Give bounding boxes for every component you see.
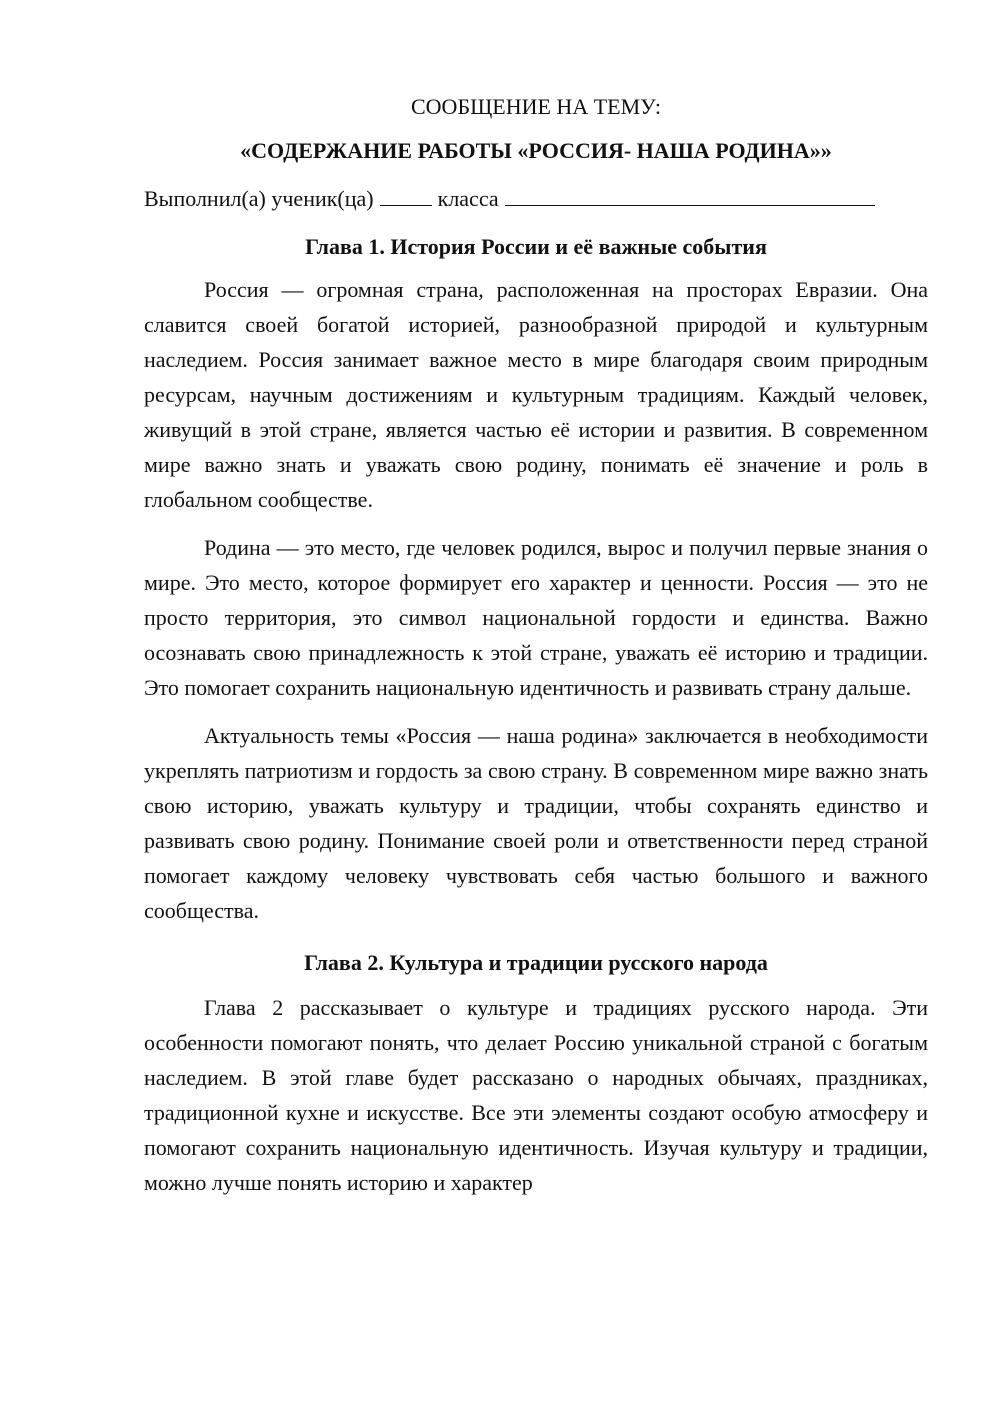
document-page bbox=[144, 92, 928, 1213]
class-label: класса bbox=[437, 186, 499, 211]
author-label: Выполнил(а) ученик(ца) bbox=[144, 186, 374, 211]
author-line bbox=[144, 184, 928, 214]
document-title-line-1: СООБЩЕНИЕ НА ТЕМУ: bbox=[411, 94, 661, 119]
chapter-2-heading: Глава 2. Культура и традиции русского народа bbox=[304, 950, 768, 975]
chapter-2-paragraph-1: Глава 2 рассказывает о культуре и традициях русского народа. Эти особенности помогают понять, что делает Россию уникальной страной с богатым наследием. В этой главе будет рассказано о народных обычаях, праздниках, традиционной кухне и искусстве. Все эти элементы создают особую атмосферу и помогают сохранить национальную идентичность. Изучая культуру и традиции, можно лучше понять историю и характер bbox=[144, 995, 928, 1195]
document-title-line-2: «СОДЕРЖАНИЕ РАБОТЫ «РОССИЯ- НАША РОДИНА»» bbox=[240, 138, 832, 163]
chapter-1-paragraph-3: Актуальность темы «Россия — наша родина» заключается в необходимости укреплять патриотизм и гордость за свою страну. В современном мире важно знать свою историю, уважать культуру и традиции, чтобы сохранять единство и развивать свою родину. Понимание своей роли и ответственности перед страной помогает каждому человеку чувствовать себя частью большого и важного сообщества. bbox=[144, 723, 928, 923]
grade-blank bbox=[380, 185, 432, 206]
chapter-1-paragraph-1: Россия — огромная страна, расположенная на просторах Евразии. Она славится своей богатой историей, разнообразной природой и культурным наследием. Россия занимает важное место в мире благодаря своим природным ресурсам, научным достижениям и культурным традициям. Каждый человек, живущий в этой стране, является частью её истории и развития. В современном мире важно знать и уважать свою родину, понимать её значение и роль в глобальном сообществе. bbox=[144, 277, 928, 512]
chapter-1-heading: Глава 1. История России и её важные события bbox=[305, 234, 767, 259]
name-blank bbox=[505, 185, 875, 206]
chapter-1-paragraph-2: Родина — это место, где человек родился, вырос и получил первые знания о мире. Это место, которое формирует его характер и ценности. Россия — это не просто территория, это символ национальной гордости и единства. Важно осознавать свою принадлежность к этой стране, уважать её историю и традиции. Это помогает сохранить национальную идентичность и развивать страну дальше. bbox=[144, 535, 928, 700]
